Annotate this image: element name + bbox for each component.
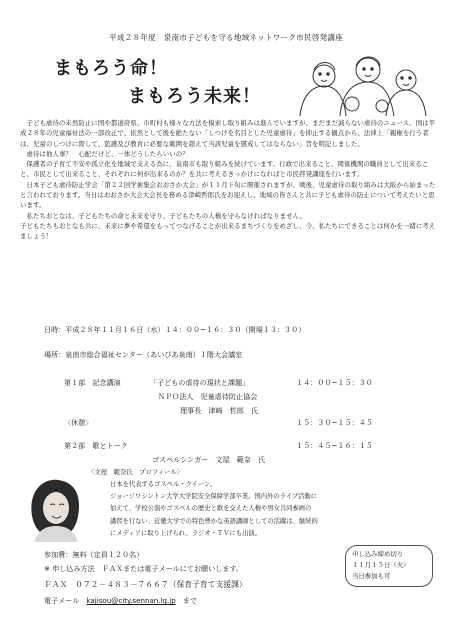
participation-fee: 参加費：無料（定員１２０名） bbox=[44, 550, 144, 559]
part2-label: 第２部 歌とトーク bbox=[64, 441, 128, 450]
profile-line: 日本を代表するゴスペル・クイーン。 bbox=[110, 481, 217, 488]
deadline-line: 申し込み締め切り bbox=[352, 550, 404, 558]
application-method: ※ 申し込み方法 ＦＡＸまたは電子メールにてお願いします。 bbox=[44, 564, 244, 573]
body-paragraph: 日本子ども虐待防止学会「第２２回学術集会おおさか大会」が１１月下旬に開催されますが、戦後、児童虐待の取り組みは大阪から始まったと言われております。当日はおおさか大会大会長を務める津崎哲郎氏をお迎えし、地域の皆さんと共に子ども虐待の防止について考えたいと思います。 bbox=[20, 180, 436, 210]
main-title-line-2: まもろう未来！ bbox=[128, 86, 261, 107]
family-illustration bbox=[290, 50, 436, 120]
part2-speaker: ゴスペルシンガー 文屋 範奈 氏 bbox=[152, 455, 266, 464]
body-paragraph: 保護者の子育て不安や孤立化を地域で支える為に、泉南市も取り組みを続けています。行政で出来ること、関係機関の職員として出来ること、市民として出来ること、それぞれに何が出来るのか？を共に考えるきっかけになればと市民啓発講座を行います。 bbox=[20, 160, 429, 179]
event-series-header: 平成２８年度 泉南市子どもを守る地域ネットワーク市民啓発講座 bbox=[109, 33, 343, 42]
profile-line: 講習を行ない、近畿大学での特色豊かな英語講師としての活躍は、継続的 bbox=[110, 517, 318, 525]
deadline-box bbox=[345, 545, 433, 587]
profile-line: 加えて、学校公演やゴスペルの歴史と歌を交えた人権や男女共同参画の bbox=[110, 505, 312, 513]
break-label: 〈休憩〉 bbox=[64, 418, 93, 427]
break-time: １５：３０~１５：４５ bbox=[296, 418, 373, 427]
part2-time: １５：４５~１６：１５ bbox=[296, 441, 373, 450]
profile-line: にメディアに取り上げられ、ラジオ・ＴＶにも出演。 bbox=[110, 529, 261, 537]
body-paragraph: 私たちおとなは、子どもたちの命と未来を守り、子どもたちの人権を守らなければなりません。 bbox=[20, 211, 306, 220]
fax-number: ＦＡＸ ０７２－４８３－７６６７（保育子育て支援課） bbox=[44, 580, 247, 589]
body-paragraph: 子ども虐待の未然防止に国や都道府県、市町村も様々な方法を模索し取り組みは進んでいますが、まだまだ減らない虐待のニュース。国は平成２８年の児童福祉法の一部改正で、依然として後を絶たない「しつけを名目とした児童虐待」を抑止する観点から、法律上「親権を行う者は、児童のしつけに際して、監護及び教育に必要な範囲を超えて当該児童を懲戒してはならない」旨を明記しました。 bbox=[20, 119, 436, 148]
part1-time: １４：００~１５：３０ bbox=[296, 378, 373, 387]
profile-text bbox=[110, 479, 440, 540]
email-suffix: まで bbox=[175, 596, 198, 605]
main-title-line-1: まもろう命！ bbox=[54, 58, 168, 79]
body-paragraph: 子どもたちもおとなも共に、未来に夢や希望をもってつなげることが出来るまちづくりをめざし、今、私たちにできることは何かを一緒に考えましょう！ bbox=[20, 221, 436, 241]
part1-label: 第１部 記念講演 bbox=[64, 378, 121, 387]
event-date: 日時：平成２８年１１月１６日（水）１４：００~１６：３０（開場１３：３０） bbox=[44, 325, 306, 334]
part1-organization: ＮＰＯ法人 児童虐待防止協会 bbox=[158, 392, 258, 401]
part1-title: 「子どもの虐待の現状と課題」 bbox=[150, 378, 250, 387]
part1-speaker: 理事長 津崎 哲郎 氏 bbox=[180, 406, 259, 415]
deadline-line: １１月１５日（火） bbox=[352, 561, 410, 569]
email-link[interactable]: kajisou@city.sennan.lg.jp bbox=[86, 596, 176, 605]
profile-heading: 〈文屋 範奈氏 プロフィール〉 bbox=[88, 468, 184, 476]
email-label: 電子メール bbox=[44, 596, 87, 605]
email-line bbox=[44, 596, 197, 606]
event-place: 場所：泉南市総合福祉センター（あいぴあ泉南）１階大会議室 bbox=[44, 350, 243, 359]
speaker-photo bbox=[24, 476, 86, 542]
profile-line: ジョージワシントン大学大学院安全保障学部卒業。国内外のライブ活動に bbox=[110, 493, 318, 501]
body-paragraph: 虐待は他人事？ 心配だけど、一体どうしたらいいの？ bbox=[20, 149, 189, 158]
deadline-line: 当日参加も可 bbox=[352, 572, 391, 580]
body-text bbox=[20, 118, 436, 242]
